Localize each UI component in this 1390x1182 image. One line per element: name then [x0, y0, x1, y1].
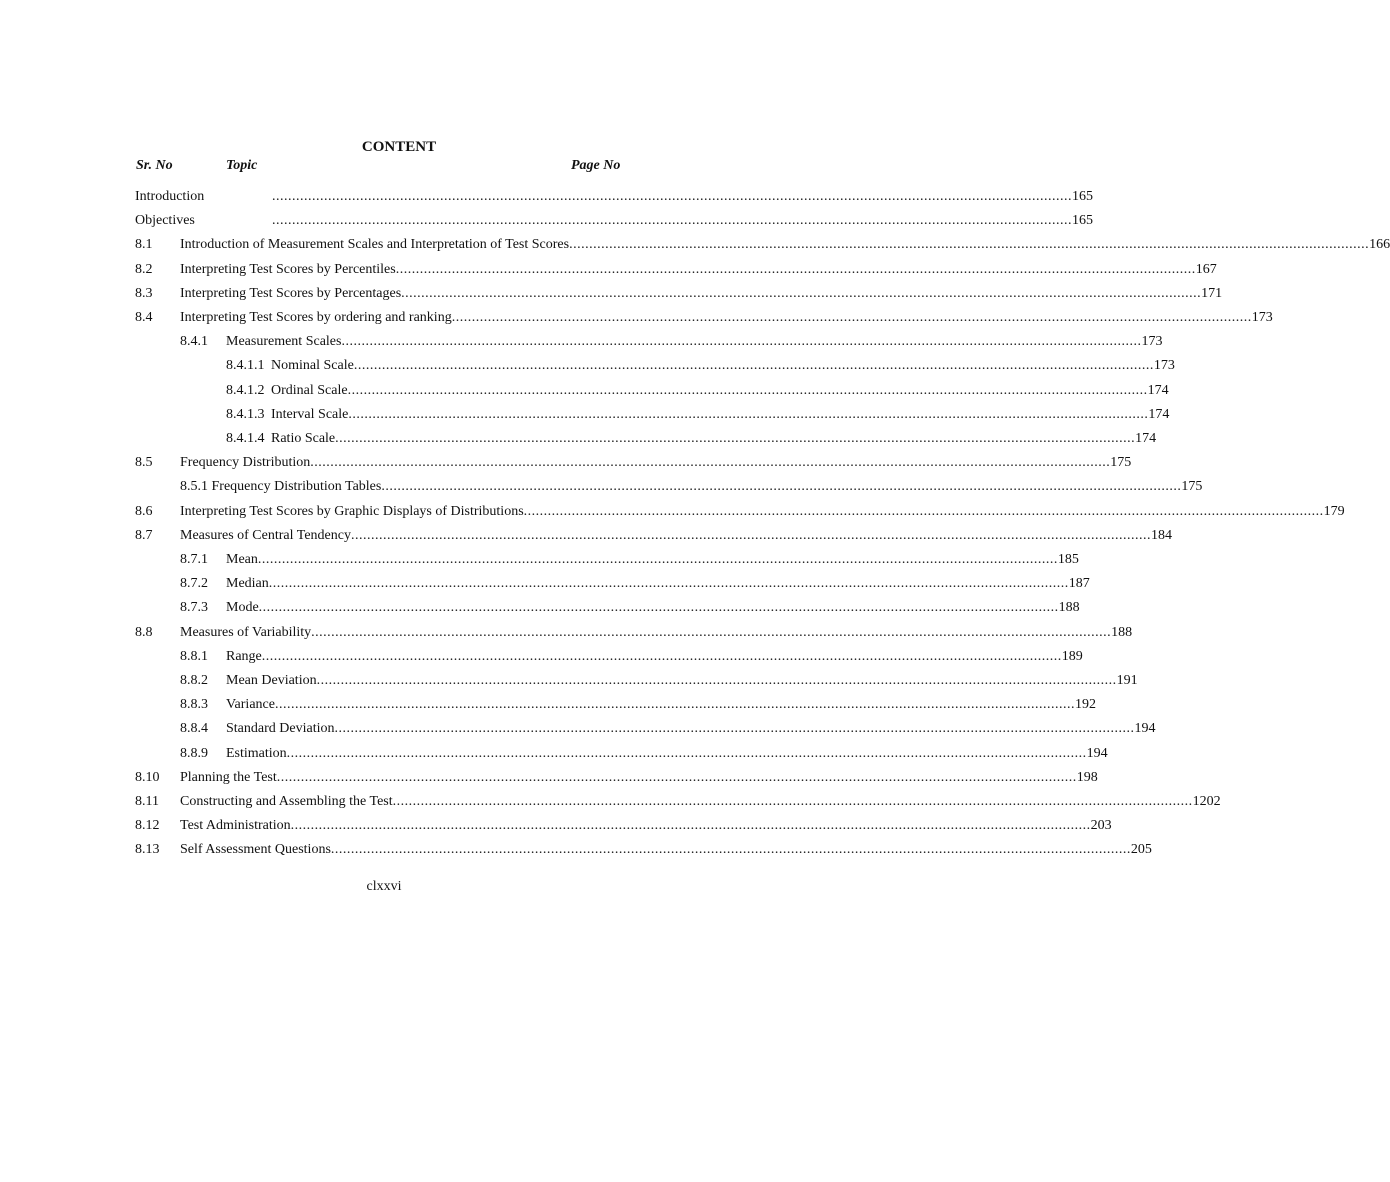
dot-leader: ........................................................................................................................................................................................................	[381, 479, 1182, 495]
toc-entry	[0, 332, 1163, 352]
toc-entry-number: 8.8.3	[180, 697, 208, 713]
toc-entry-number: 8.4.1.3	[226, 406, 265, 422]
toc-entry-page: 171	[1201, 285, 1223, 301]
toc-entry-title: 8.5.1 Frequency Distribution Tables	[180, 479, 382, 495]
toc-entry-number: Objectives	[135, 213, 195, 229]
header-sr-no: Sr. No	[136, 158, 173, 173]
dot-leader: ........................................................................................................................................................................................................	[276, 769, 1077, 785]
dot-leader: ........................................................................................................................................................................................................	[395, 261, 1196, 277]
header-page-no: Page No	[571, 158, 621, 173]
toc-entry	[0, 405, 1170, 425]
toc-entry-title: Median	[226, 576, 269, 592]
toc-entry-number: 8.5	[135, 455, 153, 471]
toc-entry-page: 166	[1369, 237, 1390, 253]
toc-entry-title: Mode	[226, 600, 259, 616]
dot-leader: ........................................................................................................................................................................................................	[316, 673, 1117, 688]
toc-entry	[0, 429, 1157, 449]
toc-entry	[0, 768, 1098, 788]
dot-leader: ........................................................................................................................................................................................................	[353, 358, 1154, 374]
toc-entry-number: 8.8	[135, 624, 153, 640]
toc-entry-number: 8.8.9	[180, 745, 208, 761]
dot-leader: ........................................................................................................................................................................................................	[290, 818, 1091, 834]
toc-entry-title: Range	[226, 648, 262, 664]
toc-entry	[0, 816, 1112, 836]
dot-leader: ........................................................................................................................................................................................................	[348, 406, 1149, 422]
toc-entry	[0, 235, 1390, 255]
toc-entry	[0, 381, 1169, 401]
toc-entry-page: 175	[1110, 455, 1132, 471]
toc-entry-title: Interpreting Test Scores by ordering and ranking	[180, 310, 452, 325]
dot-leader: ........................................................................................................................................................................................................	[258, 600, 1059, 616]
toc-entry-number: 8.7.1	[180, 552, 208, 567]
dot-leader: ........................................................................................................................................................................................................	[272, 189, 1072, 204]
toc-entry-title: Constructing and Assembling the Test	[180, 794, 393, 809]
toc-entry-page: 194	[1134, 721, 1156, 737]
toc-entry-number: 8.13	[135, 842, 160, 858]
toc-entry-page: 179	[1323, 503, 1345, 519]
dot-leader: ........................................................................................................................................................................................................	[311, 624, 1112, 640]
dot-leader: ........................................................................................................................................................................................................	[261, 648, 1062, 664]
toc-entry-number: 8.8.4	[180, 721, 208, 737]
toc-entry-title: Self Assessment Questions	[180, 842, 331, 858]
dot-leader: ........................................................................................................................................................................................................	[392, 794, 1193, 809]
toc-entry-page: 203	[1090, 818, 1112, 834]
toc-entry-page: 1202	[1192, 794, 1221, 809]
toc-entry	[0, 284, 1223, 304]
dot-leader: ........................................................................................................................................................................................................	[272, 213, 1072, 229]
toc-entry	[0, 719, 1156, 739]
toc-entry-number: 8.4.1.1	[226, 358, 265, 374]
toc-entry-number: 8.8.1	[180, 648, 208, 664]
toc-entry-title: Interval Scale	[271, 406, 349, 422]
toc-entry	[0, 792, 1221, 812]
toc-entry-title: Measures of Variability	[180, 624, 312, 640]
toc-entry-title: Introduction of Measurement Scales and Interpretation of Test Scores	[180, 237, 570, 253]
toc-entry	[0, 260, 1217, 280]
toc-entry-page: 188	[1111, 624, 1133, 640]
toc-entry-page: 173	[1153, 358, 1175, 374]
toc-entry-title: Interpreting Test Scores by Percentages	[180, 285, 402, 301]
dot-leader: ........................................................................................................................................................................................................	[330, 842, 1131, 858]
toc-entry-number: 8.7.2	[180, 576, 208, 592]
dot-leader: ........................................................................................................................................................................................................	[257, 552, 1058, 567]
toc-entry-number: 8.6	[135, 503, 153, 519]
toc-entry-page: 165	[1072, 189, 1093, 204]
toc-entry-number: 8.7	[135, 527, 153, 543]
toc-entry-page: 167	[1195, 261, 1217, 277]
toc-entry-title: Ratio Scale	[271, 431, 336, 446]
dot-leader: ........................................................................................................................................................................................................	[401, 285, 1202, 301]
toc-entry-number: 8.4	[135, 310, 153, 325]
header-topic: Topic	[226, 158, 258, 173]
toc-entry-number: 8.4.1.2	[226, 382, 265, 398]
toc-entry-number: 8.2	[135, 261, 153, 277]
toc-entry-title: Interpreting Test Scores by Percentiles	[180, 261, 396, 277]
toc-entry	[0, 695, 1096, 715]
toc-entry	[0, 744, 1108, 764]
page-number-footer: clxxvi	[366, 879, 402, 894]
dot-leader: ........................................................................................................................................................................................................	[451, 310, 1252, 325]
toc-entry-title: Standard Deviation	[226, 721, 335, 737]
toc-entry-page: 189	[1061, 648, 1083, 664]
toc-entry-title: Test Administration	[180, 818, 291, 834]
toc-entry-page: 198	[1076, 769, 1098, 785]
toc-entry-page: 165	[1072, 213, 1093, 229]
toc-entry	[0, 647, 1083, 667]
toc-entry	[0, 671, 1138, 691]
page-title: CONTENT	[361, 139, 437, 155]
toc-entry-page: 174	[1148, 406, 1170, 422]
toc-entry-number: 8.10	[135, 769, 160, 785]
toc-entry-page: 205	[1130, 842, 1152, 858]
toc-entry	[0, 574, 1090, 594]
toc-entry	[0, 840, 1152, 860]
toc-entry-page: 173	[1251, 310, 1273, 325]
toc-entry	[0, 453, 1132, 473]
toc-entry-number: 8.7.3	[180, 600, 208, 616]
toc-entry-title: Planning the Test	[180, 769, 277, 785]
dot-leader: ........................................................................................................................................................................................................	[350, 527, 1151, 543]
toc-entry	[0, 308, 1273, 328]
toc-entry	[0, 477, 1203, 497]
toc-entry-page: 187	[1068, 576, 1090, 592]
toc-entry	[0, 502, 1345, 522]
dot-leader: ........................................................................................................................................................................................................	[523, 503, 1324, 519]
dot-leader: ........................................................................................................................................................................................................	[334, 721, 1135, 737]
toc-entry-title: Measurement Scales	[226, 334, 342, 350]
toc-entry-page: 192	[1074, 697, 1096, 713]
toc-entry-title: Ordinal Scale	[271, 382, 348, 398]
toc-entry	[0, 623, 1133, 643]
toc-entry-number: 8.11	[135, 794, 159, 809]
dot-leader: ........................................................................................................................................................................................................	[569, 237, 1370, 253]
toc-entry-page: 194	[1086, 745, 1108, 761]
toc-entry	[0, 356, 1175, 376]
toc-entry-title: Mean Deviation	[226, 673, 317, 688]
toc-entry-title: Mean	[226, 552, 258, 567]
toc-entry-number: 8.4.1	[180, 334, 208, 350]
toc-entry-page: 174	[1147, 382, 1169, 398]
toc-entry	[0, 187, 1093, 207]
toc-entry-title: Measures of Central Tendency	[180, 527, 351, 543]
dot-leader: ........................................................................................................................................................................................................	[335, 431, 1136, 446]
toc-entry	[0, 550, 1079, 570]
toc-entry-number: 8.3	[135, 285, 153, 301]
dot-leader: ........................................................................................................................................................................................................	[286, 745, 1087, 761]
toc-entry-page: 173	[1141, 334, 1163, 350]
toc-entry-title: Nominal Scale	[271, 358, 354, 374]
toc-entry	[0, 598, 1080, 618]
toc-entry-page: 184	[1150, 527, 1172, 543]
toc-entry-number: Introduction	[135, 189, 205, 204]
toc-entry-title: Variance	[226, 697, 275, 713]
toc-entry-number: 8.4.1.4	[226, 431, 265, 446]
toc-entry-title: Estimation	[226, 745, 287, 761]
toc-entry-page: 191	[1116, 673, 1138, 688]
toc-entry-page: 174	[1135, 431, 1157, 446]
dot-leader: ........................................................................................................................................................................................................	[268, 576, 1069, 592]
toc-entry-title: Interpreting Test Scores by Graphic Displays of Distributions	[180, 503, 524, 519]
toc-entry	[0, 526, 1172, 546]
toc-entry-number: 8.12	[135, 818, 160, 834]
toc-entry-page: 188	[1058, 600, 1080, 616]
dot-leader: ........................................................................................................................................................................................................	[310, 455, 1111, 471]
toc-entry-title: Frequency Distribution	[180, 455, 311, 471]
toc-entry-page: 185	[1057, 552, 1079, 567]
toc-entry-page: 175	[1181, 479, 1203, 495]
dot-leader: ........................................................................................................................................................................................................	[274, 697, 1075, 713]
dot-leader: ........................................................................................................................................................................................................	[347, 382, 1148, 398]
toc-entry	[0, 211, 1093, 231]
toc-entry-number: 8.1	[135, 237, 153, 253]
dot-leader: ........................................................................................................................................................................................................	[341, 334, 1142, 350]
toc-entry-number: 8.8.2	[180, 673, 208, 688]
